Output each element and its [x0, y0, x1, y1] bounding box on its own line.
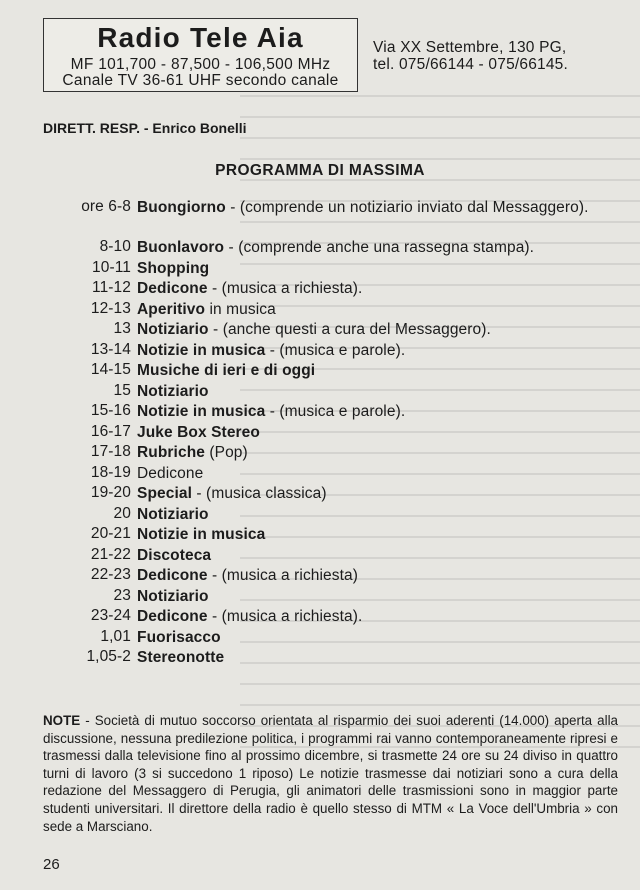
programme-name: Stereonotte [137, 649, 225, 666]
programme-name: Discoteca [137, 546, 212, 564]
schedule-time: 15-16 [90, 402, 131, 419]
schedule-time: 13 [113, 320, 131, 337]
schedule-row [0, 587, 640, 608]
schedule-row [0, 238, 640, 259]
programme-name: Notiziario [137, 587, 209, 605]
programme-detail: - (musica a richiesta). [207, 280, 363, 297]
programme-name: Rubriche [137, 444, 205, 461]
programme-detail: - (musica e parole). [265, 403, 406, 420]
programme-name: Special [137, 485, 192, 502]
programme-name: Musiche di ieri e di oggi [137, 362, 316, 379]
schedule-row [0, 300, 640, 321]
schedule-programme [137, 607, 617, 627]
schedule-programme [137, 320, 617, 340]
note-label: NOTE [43, 713, 81, 728]
schedule-programme [137, 238, 617, 258]
schedule-time: 18-19 [90, 463, 131, 481]
schedule-programme [137, 648, 617, 668]
programme-detail: in musica [205, 300, 276, 318]
programme-name: Dedicone [137, 608, 208, 625]
schedule-programme [137, 546, 617, 566]
address-line: Via XX Settembre, 130 PG, [373, 39, 567, 56]
schedule-time: 14-15 [90, 361, 131, 378]
schedule-time: 12-13 [90, 299, 131, 317]
schedule-programme [137, 587, 617, 607]
schedule-time: 19-20 [90, 484, 131, 501]
programme-name: Buonlavoro [137, 239, 225, 256]
programme-name: Fuorisacco [137, 628, 221, 646]
page-number: 26 [43, 856, 60, 873]
schedule-time: 11-12 [92, 279, 131, 296]
schedule-time: 1,01 [100, 627, 131, 645]
schedule-row [0, 382, 640, 403]
station-name: Radio Tele Aia [97, 22, 304, 53]
director-line: DIRETT. RESP. - Enrico Bonelli [43, 120, 247, 136]
programme-detail: (Pop) [204, 444, 248, 461]
programme-detail: - (musica a richiesta) [207, 567, 359, 584]
programme-name: Notiziario [137, 321, 209, 338]
schedule-row [0, 546, 640, 567]
programme-name: Juke Box Stereo [137, 423, 260, 441]
schedule-time: 20-21 [90, 525, 131, 542]
programme-detail: - (musica a richiesta). [207, 608, 363, 625]
station-address [373, 39, 568, 73]
schedule-programme [137, 484, 617, 504]
schedule-row [0, 402, 640, 423]
schedule-row [0, 198, 640, 238]
schedule-time: 1,05-2 [86, 648, 131, 665]
schedule-programme [137, 464, 617, 484]
schedule-row [0, 484, 640, 505]
programme-detail: Dedicone [137, 464, 204, 482]
schedule-row [0, 279, 640, 300]
schedule-programme [137, 300, 617, 320]
programme-name: Dedicone [137, 567, 208, 584]
schedule-row [0, 648, 640, 669]
schedule-time: 20 [113, 504, 131, 522]
schedule-row [0, 259, 640, 280]
schedule-time: 16-17 [90, 422, 131, 440]
schedule-row [0, 341, 640, 362]
schedule-row [0, 320, 640, 341]
programme-detail: - (musica classica) [191, 485, 327, 502]
programme-name: Dedicone [137, 280, 208, 297]
note-text: - Società di mutuo soccorso orientata al risparmio dei suoi aderenti (14.000) aperta alla discussione, nessuna predilezione politica, i programmi rai vanno contemporaneamente ripresi e trasmessi dalla televisione fino al prossimo dicembre, si trasmette 24 ore su 24 diviso in quattro turni di lavoro (3 si succedono 1 riposo) Le notizie trasmesse dai notiziari sono a cura della redazione del Messaggero di Perugia, gli animatori delle trasmissioni sono in maggior parte studenti universitari. Il direttore della radio è quello stesso di MTM « La Voce dell'Umbria » con sede a Marsciano. [43, 713, 618, 834]
programme-detail: - (comprende anche una rassegna stampa). [224, 239, 535, 256]
schedule-time: 8-10 [99, 238, 131, 255]
schedule-row [0, 607, 640, 628]
schedule-programme [137, 198, 617, 218]
schedule-programme [137, 566, 617, 586]
schedule-programme [137, 361, 617, 381]
schedule-row [0, 628, 640, 649]
programme-schedule [0, 198, 640, 669]
station-header-box [43, 18, 358, 92]
schedule-programme [137, 628, 617, 648]
schedule-time: 22-23 [90, 566, 131, 583]
schedule-time: 10-11 [92, 258, 131, 276]
schedule-row [0, 361, 640, 382]
schedule-programme [137, 279, 617, 299]
schedule-time: 13-14 [90, 340, 131, 358]
schedule-time: ore 6-8 [81, 198, 131, 215]
programme-name: Notiziario [137, 505, 209, 523]
programme-detail: - (anche questi a cura del Messaggero). [208, 321, 491, 338]
programme-name: Buongiorno [137, 199, 226, 216]
schedule-programme [137, 505, 617, 525]
programme-detail: - (musica e parole). [265, 341, 406, 359]
schedule-programme [137, 443, 617, 463]
schedule-time: 23-24 [90, 607, 131, 624]
schedule-row [0, 423, 640, 444]
programme-name: Notizie in musica [137, 341, 266, 359]
phone-line: tel. 075/66144 - 075/66145. [373, 56, 569, 73]
tv-channel: Canale TV 36-61 UHF secondo canale [62, 72, 339, 89]
schedule-time: 23 [113, 586, 131, 604]
schedule-row [0, 505, 640, 526]
programme-name: Aperitivo [137, 300, 206, 318]
programme-name: Notizie in musica [137, 526, 266, 543]
note-paragraph [43, 712, 618, 835]
programme-name: Shopping [137, 259, 210, 277]
schedule-row [0, 525, 640, 546]
schedule-time: 17-18 [90, 443, 131, 460]
schedule-time: 21-22 [90, 545, 131, 563]
schedule-row [0, 464, 640, 485]
schedule-time: 15 [113, 381, 131, 399]
programme-title: PROGRAMMA DI MASSIMA [215, 162, 425, 179]
schedule-programme [137, 341, 617, 361]
schedule-programme [137, 525, 617, 545]
schedule-row [0, 443, 640, 464]
schedule-row [0, 566, 640, 587]
schedule-programme [137, 402, 617, 422]
schedule-programme [137, 423, 617, 443]
programme-name: Notiziario [137, 382, 209, 400]
schedule-programme [137, 382, 617, 402]
station-frequencies: MF 101,700 - 87,500 - 106,500 MHz [70, 56, 331, 73]
programme-name: Notizie in musica [137, 403, 266, 420]
schedule-programme [137, 259, 617, 279]
programme-detail: - (comprende un notiziario inviato dal Messaggero). [225, 199, 589, 216]
